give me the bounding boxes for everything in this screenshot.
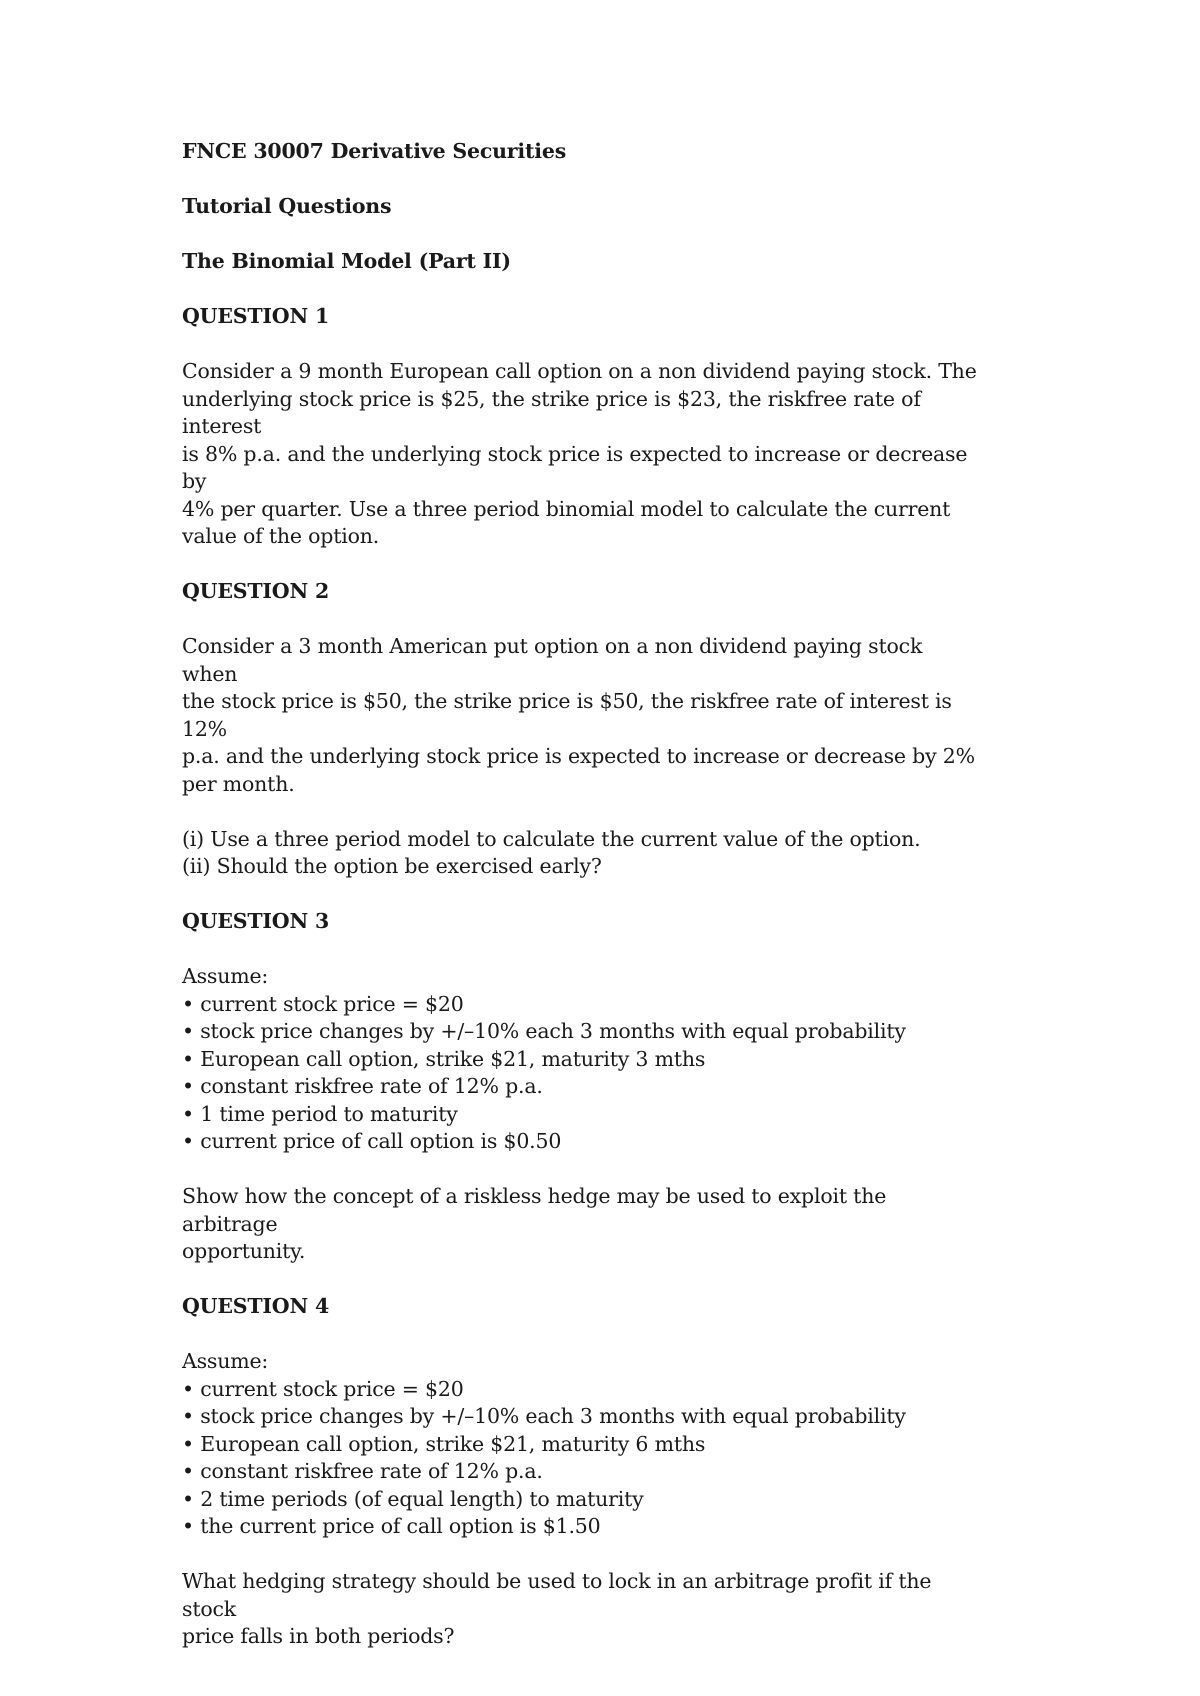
text-line: Show how the concept of a riskless hedge may be used to exploit the arbitrage bbox=[182, 1184, 887, 1236]
text-line: Consider a 3 month American put option on a non dividend paying stock when bbox=[182, 634, 923, 686]
topic-title: The Binomial Model (Part II) bbox=[182, 249, 511, 273]
list-item: • constant riskfree rate of 12% p.a. bbox=[182, 1458, 982, 1486]
text-line: 4% per quarter. Use a three period binomial model to calculate the current bbox=[182, 496, 951, 521]
question-prompt bbox=[182, 1183, 982, 1266]
question-body bbox=[182, 358, 982, 551]
question-2 bbox=[182, 578, 982, 881]
question-part: (i) Use a three period model to calculate the current value of the option. bbox=[182, 826, 921, 851]
list-item: • current stock price = $20 bbox=[182, 991, 982, 1019]
assume-label: Assume: bbox=[182, 964, 269, 988]
list-item: • 1 time period to maturity bbox=[182, 1101, 982, 1129]
text-line: is 8% p.a. and the underlying stock price is expected to increase or decrease by bbox=[182, 441, 968, 493]
list-item: • stock price changes by +/–10% each 3 months with equal probability bbox=[182, 1018, 982, 1046]
question-heading: QUESTION 3 bbox=[182, 909, 330, 933]
list-item: • current price of call option is $0.50 bbox=[182, 1128, 982, 1156]
text-line: value of the option. bbox=[182, 524, 380, 548]
question-parts bbox=[182, 826, 982, 881]
question-heading: QUESTION 1 bbox=[182, 304, 330, 328]
list-item: • stock price changes by +/–10% each 3 months with equal probability bbox=[182, 1403, 982, 1431]
list-item: • the current price of call option is $1.50 bbox=[182, 1513, 982, 1541]
list-item: • current stock price = $20 bbox=[182, 1376, 982, 1404]
text-line: opportunity. bbox=[182, 1239, 306, 1263]
question-1 bbox=[182, 303, 982, 551]
question-heading: QUESTION 2 bbox=[182, 579, 330, 603]
question-prompt bbox=[182, 1568, 982, 1651]
list-item: • European call option, strike $21, maturity 3 mths bbox=[182, 1046, 982, 1074]
text-line: What hedging strategy should be used to lock in an arbitrage profit if the stock bbox=[182, 1569, 932, 1621]
text-line: Consider a 9 month European call option on a non dividend paying stock. The bbox=[182, 359, 977, 383]
text-line: p.a. and the underlying stock price is expected to increase or decrease by 2% bbox=[182, 744, 975, 768]
text-line: underlying stock price is $25, the strike price is $23, the riskfree rate of interest bbox=[182, 386, 921, 438]
question-heading: QUESTION 4 bbox=[182, 1294, 330, 1318]
question-part: (ii) Should the option be exercised early? bbox=[182, 854, 602, 878]
question-4 bbox=[182, 1293, 982, 1651]
question-3 bbox=[182, 908, 982, 1266]
text-line: price falls in both periods? bbox=[182, 1624, 455, 1648]
list-item: • 2 time periods (of equal length) to maturity bbox=[182, 1486, 982, 1514]
assume-label: Assume: bbox=[182, 1349, 269, 1373]
assumption-list bbox=[182, 1376, 982, 1541]
list-item: • European call option, strike $21, maturity 6 mths bbox=[182, 1431, 982, 1459]
course-title: FNCE 30007 Derivative Securities bbox=[182, 139, 567, 163]
list-item: • constant riskfree rate of 12% p.a. bbox=[182, 1073, 982, 1101]
document-subtitle: Tutorial Questions bbox=[182, 194, 392, 218]
document-page bbox=[182, 138, 982, 1651]
question-body bbox=[182, 633, 982, 798]
text-line: per month. bbox=[182, 771, 295, 796]
text-line: the stock price is $50, the strike price is $50, the riskfree rate of interest is 12% bbox=[182, 689, 952, 741]
assumption-list bbox=[182, 991, 982, 1156]
